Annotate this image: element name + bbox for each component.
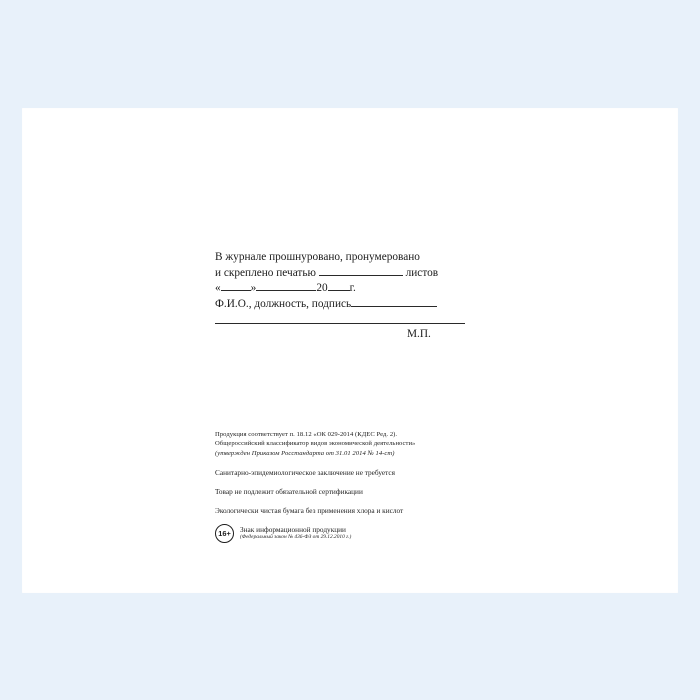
note-ecology: Экологически чистая бумага без применения хлора и кислот	[215, 505, 404, 515]
stitching-statement-block	[215, 250, 495, 324]
date-quote-open: «	[215, 282, 221, 294]
stamp-place-label: М.П.	[407, 328, 431, 340]
note-sanitary: Санитарно-эпидемиологическое заключение не требуется	[215, 467, 396, 477]
statement-line-2-prefix: и скреплено печатью	[215, 266, 316, 279]
compliance-line-1: Продукция соответствует п. 18.12 «ОК 029-2014 (КДЕС Ред. 2).	[215, 431, 398, 438]
year-blank[interactable]	[328, 290, 350, 291]
age-mark-subtitle: (Федеральный закон № 436-ФЗ от 29.12.2010 г.)	[240, 534, 352, 541]
statement-line-3-date	[215, 281, 495, 297]
signature-blank[interactable]	[351, 306, 437, 307]
age-mark-text	[240, 525, 351, 541]
note-certification: Товар не подлежит обязательной сертификации	[215, 486, 363, 496]
document-page	[22, 108, 678, 593]
statement-line-2-suffix: листов	[405, 266, 439, 279]
compliance-line-3: (утвержден Приказом Росстандарта от 31.01 2014 № 14-ст)	[215, 449, 395, 457]
signature-label: Ф.И.О., должность, подпись	[215, 297, 352, 310]
date-quote-close: »	[250, 282, 257, 294]
compliance-line-2: Общероссийский классификатор видов экономической деятельности»	[215, 440, 416, 448]
sheets-count-blank[interactable]	[319, 275, 403, 276]
age-rating-16-plus-icon: 16+	[215, 524, 234, 543]
month-blank[interactable]	[256, 290, 316, 291]
age-mark-title: Знак информационной продукции	[240, 525, 346, 535]
year-prefix: 20	[316, 282, 328, 294]
statement-line-2	[215, 266, 495, 282]
day-blank[interactable]	[221, 290, 251, 291]
statement-line-1: В журнале прошнуровано, пронумеровано	[215, 251, 420, 263]
age-mark-row	[215, 524, 515, 543]
notes-list	[215, 467, 515, 516]
year-suffix: г.	[349, 282, 356, 294]
signature-second-blank[interactable]	[215, 323, 465, 324]
certification-notes-block	[215, 430, 515, 543]
compliance-note	[215, 430, 515, 458]
statement-line-4-signature	[215, 297, 495, 313]
